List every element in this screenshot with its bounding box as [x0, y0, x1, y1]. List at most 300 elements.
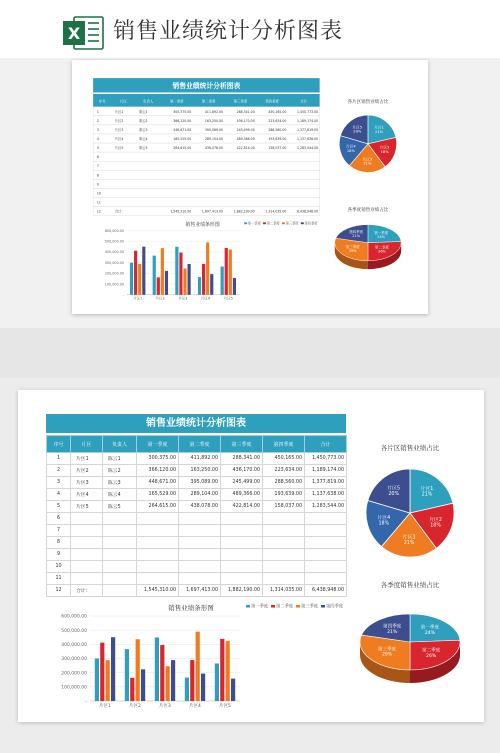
pie-label: 20% [353, 129, 362, 134]
table-cell[interactable]: 450,165.00 [263, 453, 305, 465]
thumb-cell: 11 [96, 200, 101, 205]
table-cell[interactable]: 5 [47, 501, 71, 513]
table-cell[interactable]: 陈云4 [103, 489, 137, 501]
table-cell[interactable] [103, 549, 137, 561]
table-cell[interactable] [71, 513, 103, 525]
thumb-cell: 288,560.00 [268, 127, 287, 132]
y-tick-label: 300,000.00 [104, 260, 125, 265]
column-header: 第三季度 [221, 436, 263, 453]
pie-label: 片区3 [362, 157, 373, 162]
bar [233, 278, 236, 295]
thumb-header-label: 第二季度 [201, 99, 216, 104]
legend-swatch [263, 222, 266, 224]
legend-label: 第二季度 [266, 221, 280, 226]
table-cell[interactable]: 489,366.00 [221, 489, 263, 501]
y-tick-label: 400,000.00 [104, 250, 125, 255]
table-cell[interactable]: 411,892.00 [179, 453, 221, 465]
column-header: 负责人 [103, 436, 137, 453]
thumb-pie [339, 98, 396, 172]
bar [188, 264, 191, 295]
y-tick-label: 300,000.00 [61, 657, 87, 663]
bar [215, 664, 219, 701]
bar [175, 247, 178, 295]
table-cell[interactable] [305, 561, 347, 573]
legend-label: 第二季度 [276, 604, 294, 610]
thumb-cell: 245,499.00 [236, 127, 255, 132]
table-cell[interactable] [137, 573, 179, 585]
table-cell[interactable] [305, 513, 347, 525]
table-cell[interactable] [263, 561, 305, 573]
region-pie-chart [348, 447, 472, 587]
table-cell[interactable] [103, 585, 137, 597]
y-tick-label: 600,000.00 [61, 614, 87, 620]
thumb-pie-title: 各片区销售业绩占比 [347, 100, 389, 106]
table-row [47, 477, 347, 489]
bar [141, 669, 145, 701]
table-cell[interactable]: 1,314,035.00 [263, 585, 305, 597]
thumb-cell: 陈云4 [139, 137, 148, 142]
table-cell[interactable]: 1 [47, 453, 71, 465]
x-tick-label: 片区5 [223, 296, 233, 301]
table-cell[interactable]: 366,120.00 [137, 465, 179, 477]
thumb-cell: 9 [96, 182, 99, 187]
table-cell[interactable] [305, 525, 347, 537]
thumb-cell: 366,120.00 [173, 118, 192, 123]
thumb-cell: 陈云5 [139, 146, 148, 151]
column-header: 合计 [305, 436, 347, 453]
table-cell[interactable]: 1,377,819.00 [305, 477, 347, 489]
table-cell[interactable]: 2 [47, 465, 71, 477]
table-cell[interactable] [221, 513, 263, 525]
thumb-cell: 158,037.00 [268, 146, 287, 151]
region-pie-panel [348, 435, 472, 586]
table-cell[interactable] [137, 513, 179, 525]
excel-icon [62, 15, 104, 51]
thumb-row [93, 188, 320, 197]
bar [111, 637, 115, 701]
thumb-cell: 6,438,948.00 [297, 209, 319, 214]
table-cell[interactable]: 1,450,773.00 [305, 453, 347, 465]
thumb-header-label: 负责人 [143, 99, 154, 104]
table-cell[interactable] [179, 573, 221, 585]
pie-label: 21% [352, 234, 361, 239]
table-row [47, 489, 347, 501]
table-cell[interactable]: 3 [47, 477, 71, 489]
table-cell[interactable] [71, 573, 103, 585]
x-tick-label: 片区1 [99, 704, 111, 709]
sales-table [46, 435, 347, 597]
table-cell[interactable]: 1,882,190.00 [221, 585, 263, 597]
bar [201, 674, 205, 701]
table-cell[interactable]: 12 [47, 585, 71, 597]
quarter-pie-chart [348, 590, 472, 710]
legend-swatch [296, 605, 300, 608]
bar [130, 263, 133, 295]
thumb-cell: 5 [96, 146, 99, 151]
table-cell[interactable]: 300,375.00 [137, 453, 179, 465]
thumb-cell: 片区1 [115, 109, 124, 114]
table-cell[interactable]: 合计： [71, 585, 103, 597]
thumb-cell: 1,314,035.00 [265, 209, 287, 214]
table-cell[interactable] [103, 513, 137, 525]
pie-label: 片区5 [352, 125, 363, 130]
thumb-cell: 1,545,310.00 [170, 209, 192, 214]
table-cell[interactable] [137, 525, 179, 537]
column-header: 片区 [71, 436, 103, 453]
y-tick-label: 100,000.00 [104, 282, 125, 287]
thumb-cell: 1,450,773.00 [297, 109, 319, 114]
thumb-cell: 223,634.00 [268, 118, 287, 123]
bar [106, 660, 110, 701]
table-cell[interactable]: 288,341.00 [221, 453, 263, 465]
table-cell[interactable]: 436,170.00 [221, 465, 263, 477]
bar [95, 658, 99, 701]
thumbnail-preview [72, 60, 428, 314]
pie-label: 29% [348, 248, 357, 253]
legend-swatch [282, 222, 285, 224]
thumb-cell: 1,377,819.00 [297, 127, 319, 132]
pie-label: 21% [403, 541, 415, 547]
pie-label: 18% [346, 148, 355, 153]
thumb-cell: 395,089.00 [204, 127, 223, 132]
thumb-cell: 165,529.00 [173, 137, 192, 142]
y-tick-label: - [85, 699, 87, 705]
table-cell[interactable] [263, 537, 305, 549]
quarter-pie-panel [348, 580, 472, 710]
pie-label: 21% [387, 629, 398, 635]
thumb-cell: 12 [96, 209, 101, 214]
table-cell[interactable] [71, 549, 103, 561]
y-tick-label: 500,000.00 [61, 628, 87, 634]
pie-label: 26% [378, 249, 386, 254]
legend-label: 第一季度 [251, 604, 269, 610]
table-cell[interactable]: 165,529.00 [137, 489, 179, 501]
table-cell[interactable]: 陈云5 [103, 501, 137, 513]
table-cell[interactable] [137, 549, 179, 561]
thumb-title: 销售业绩统计分析图表 [172, 81, 241, 90]
table-cell[interactable] [221, 549, 263, 561]
bar [125, 649, 129, 701]
x-tick-label: 片区4 [201, 296, 211, 301]
legend-label: 第一季度 [247, 221, 261, 226]
x-tick-label: 片区5 [219, 704, 231, 709]
table-cell[interactable] [221, 561, 263, 573]
thumb-row [93, 179, 320, 188]
bar [153, 256, 156, 295]
y-tick-label: 400,000.00 [61, 642, 87, 648]
bar [206, 242, 209, 294]
thumb-cell: 1,189,174.00 [297, 118, 319, 123]
pie-label: 第二季度 [375, 245, 389, 250]
pie-label: 第三季度 [377, 647, 397, 653]
pie-label: 20% [388, 491, 400, 497]
pie-label: 第二季度 [421, 648, 441, 654]
legend-label: 第四季度 [326, 604, 344, 610]
thumb-header-label: 序号 [98, 99, 106, 104]
table-row [47, 525, 347, 537]
legend-swatch [246, 605, 250, 608]
table-cell[interactable] [103, 525, 137, 537]
legend-swatch [271, 605, 275, 608]
table-cell[interactable] [103, 573, 137, 585]
legend-label: 第三季度 [285, 221, 299, 226]
table-cell[interactable] [305, 537, 347, 549]
thumb-header-label: 第四季度 [265, 99, 279, 104]
thumb-row [93, 170, 320, 179]
thumb-cell: 陈云1 [139, 109, 148, 114]
y-tick-label: 500,000.00 [104, 239, 125, 244]
thumb-cell: 片区3 [115, 127, 124, 132]
page-title: 销售业绩统计分析图表 [113, 19, 344, 44]
bar [166, 666, 170, 701]
column-header: 第四季度 [263, 436, 305, 453]
y-tick-label: 200,000.00 [104, 271, 125, 276]
bar [231, 679, 235, 701]
table-row [47, 537, 347, 549]
thumb-cell: 2 [96, 118, 99, 123]
bar [160, 645, 164, 701]
pie-label: 21% [375, 129, 384, 134]
table-cell[interactable]: 395,089.00 [179, 477, 221, 489]
thumb-pie3d [335, 206, 401, 269]
thumb-cell: 448,671.00 [173, 127, 192, 132]
y-tick-label: 100,000.00 [61, 685, 87, 691]
table-cell[interactable] [137, 537, 179, 549]
table-cell[interactable] [263, 549, 305, 561]
sheet-title: 销售业绩统计分析图表 [46, 414, 346, 433]
table-cell[interactable]: 4 [47, 489, 71, 501]
x-tick-label: 片区3 [159, 704, 171, 709]
thumb-cell: 1,137,638.00 [297, 137, 319, 142]
pie-label: 第三季度 [345, 244, 360, 249]
table-cell[interactable] [221, 537, 263, 549]
thumb-header-label: 第三季度 [233, 99, 248, 104]
table-row [47, 549, 347, 561]
thumb-cell: 193,639.00 [268, 137, 287, 142]
table-cell[interactable] [221, 573, 263, 585]
table-cell[interactable]: 陈云3 [103, 477, 137, 489]
thumbnail-sheet-image [72, 60, 428, 314]
thumb-cell: 片区5 [115, 146, 124, 151]
table-cell[interactable] [179, 513, 221, 525]
table-cell[interactable]: 1,283,544.00 [305, 501, 347, 513]
bar [210, 274, 213, 295]
thumb-cell: 7 [96, 164, 99, 169]
bar [136, 639, 140, 701]
divider-band [0, 328, 500, 378]
column-header: 第二季度 [179, 436, 221, 453]
bar [165, 271, 168, 295]
y-tick-label: 600,000.00 [104, 228, 125, 233]
thumb-cell: 合计： [115, 209, 125, 214]
bar [183, 269, 186, 295]
table-row [47, 513, 347, 525]
table-cell[interactable]: 8 [47, 537, 71, 549]
table-row [47, 561, 347, 573]
table-cell[interactable]: 6,438,948.00 [305, 585, 347, 597]
bar [100, 643, 104, 701]
thumb-row [93, 161, 320, 170]
thumb-cell: 6 [96, 155, 99, 160]
table-row [47, 573, 347, 585]
thumb-row [93, 152, 320, 161]
pie-label: 18% [430, 523, 441, 529]
legend-label: 第三季度 [301, 604, 319, 610]
table-cell[interactable]: 448,671.00 [137, 477, 179, 489]
bar [190, 660, 194, 701]
thumb-cell: 411,892.00 [204, 109, 223, 114]
table-cell[interactable]: 片区3 [71, 477, 103, 489]
thumb-cell: 4 [96, 137, 99, 142]
pie-label: 24% [377, 234, 386, 239]
table-cell[interactable] [305, 573, 347, 585]
pie-label: 第一季度 [420, 625, 440, 631]
table-cell[interactable] [305, 549, 347, 561]
table-cell[interactable]: 1,545,310.00 [137, 585, 179, 597]
table-cell[interactable]: 438,078.00 [179, 501, 221, 513]
thumb-cell: 1,882,190.00 [233, 209, 255, 214]
table-cell[interactable] [179, 537, 221, 549]
table-cell[interactable]: 6 [47, 513, 71, 525]
thumb-cell: 163,250.00 [204, 118, 223, 123]
table-cell[interactable]: 陈云2 [103, 465, 137, 477]
table-cell[interactable] [263, 513, 305, 525]
bar [198, 277, 201, 295]
table-cell[interactable]: 11 [47, 573, 71, 585]
table-cell[interactable] [137, 561, 179, 573]
x-tick-label: 片区1 [133, 296, 143, 301]
thumb-cell: 1,697,413.00 [201, 209, 223, 214]
y-tick-label: 200,000.00 [61, 671, 87, 677]
bar [155, 637, 159, 701]
thumb-cell: 289,104.00 [204, 137, 223, 142]
table-cell[interactable]: 264,615.00 [137, 501, 179, 513]
bar [134, 251, 137, 295]
table-cell[interactable]: 163,250.00 [179, 465, 221, 477]
table-cell[interactable] [71, 525, 103, 537]
thumb-cell: 10 [96, 191, 101, 196]
bar [226, 641, 230, 701]
bar [221, 267, 224, 295]
thumb-pie3d-title: 各季度销售业绩占比 [347, 208, 389, 213]
pie-label: 第四季度 [349, 230, 364, 235]
table-cell[interactable]: 片区4 [71, 489, 103, 501]
table-cell[interactable]: 288,560.00 [263, 477, 305, 489]
thumb-bar-chart [105, 220, 318, 300]
pie-label: 片区4 [377, 516, 391, 522]
table-cell[interactable]: 陈云1 [103, 453, 137, 465]
thumb-cell: 436,170.00 [236, 118, 255, 123]
pie-label: 29% [381, 652, 393, 658]
column-header: 序号 [47, 436, 71, 453]
pie-label: 片区2 [379, 145, 390, 150]
table-cell[interactable]: 1,697,413.00 [179, 585, 221, 597]
table-cell[interactable] [71, 561, 103, 573]
thumbnail-content [93, 78, 401, 300]
table-cell[interactable]: 289,104.00 [179, 489, 221, 501]
svg-text:X: X [67, 24, 81, 43]
table-cell[interactable]: 7 [47, 525, 71, 537]
table-row [47, 453, 347, 465]
x-tick-label: 片区2 [129, 704, 141, 709]
y-tick-label: - [122, 293, 125, 298]
pie-label: 26% [426, 653, 437, 659]
table-header-row [47, 436, 347, 453]
pie-label: 第四季度 [383, 624, 402, 630]
pie-label: 片区5 [387, 486, 401, 492]
table-cell[interactable]: 片区1 [71, 453, 103, 465]
table-cell[interactable]: 245,499.00 [221, 477, 263, 489]
table-cell[interactable] [179, 561, 221, 573]
thumb-header-label: 合计 [300, 99, 308, 104]
bar [179, 253, 182, 295]
thumb-cell: 288,341.00 [236, 109, 255, 114]
thumb-cell: 3 [96, 127, 99, 132]
table-cell[interactable] [103, 561, 137, 573]
table-cell[interactable] [103, 537, 137, 549]
legend-swatch [244, 222, 247, 224]
bar [196, 632, 200, 701]
legend-swatch [301, 222, 304, 224]
pie-label: 21% [363, 161, 372, 166]
thumb-header-label: 片区 [119, 99, 127, 104]
bar-chart [46, 603, 346, 713]
quarter-pie-title: 各季度销售业绩占比 [380, 581, 440, 589]
table-cell[interactable] [221, 525, 263, 537]
bar [161, 248, 164, 295]
table-cell[interactable] [71, 537, 103, 549]
table-row [47, 501, 347, 513]
x-tick-label: 片区3 [178, 296, 188, 301]
table-cell[interactable]: 223,634.00 [263, 465, 305, 477]
table-cell[interactable]: 片区5 [71, 501, 103, 513]
pie-label: 第一季度 [374, 230, 389, 235]
pie-label: 片区1 [374, 125, 384, 130]
bar [130, 678, 134, 701]
bar [202, 264, 205, 295]
thumb-cell: 片区4 [115, 137, 124, 142]
table-cell[interactable] [263, 573, 305, 585]
table-cell[interactable]: 158,037.00 [263, 501, 305, 513]
thumb-cell: 陈云2 [139, 118, 148, 123]
x-tick-label: 片区2 [155, 296, 165, 301]
table-cell[interactable]: 422,814.00 [221, 501, 263, 513]
table-cell[interactable] [179, 549, 221, 561]
table-row [47, 585, 347, 597]
table-cell[interactable]: 片区2 [71, 465, 103, 477]
thumb-cell: 1 [96, 109, 99, 114]
table-cell[interactable]: 1,137,638.00 [305, 489, 347, 501]
thumb-cell: 489,366.00 [236, 137, 255, 142]
pie-label: 片区1 [420, 487, 434, 493]
thumb-header-label: 第一季度 [170, 99, 184, 104]
bar [142, 247, 145, 295]
table-cell[interactable] [263, 525, 305, 537]
thumb-row [93, 197, 320, 206]
table-cell[interactable]: 10 [47, 561, 71, 573]
table-cell[interactable] [179, 525, 221, 537]
column-header: 第一季度 [137, 436, 179, 453]
thumb-cell: 438,078.00 [204, 146, 223, 151]
thumb-cell: 陈云3 [139, 127, 148, 132]
table-cell[interactable]: 1,189,174.00 [305, 465, 347, 477]
table-cell[interactable]: 193,639.00 [263, 489, 305, 501]
bar [229, 250, 232, 295]
legend-swatch [321, 605, 325, 608]
bar [225, 248, 228, 295]
thumb-cell: 422,814.00 [236, 146, 255, 151]
table-cell[interactable]: 9 [47, 549, 71, 561]
